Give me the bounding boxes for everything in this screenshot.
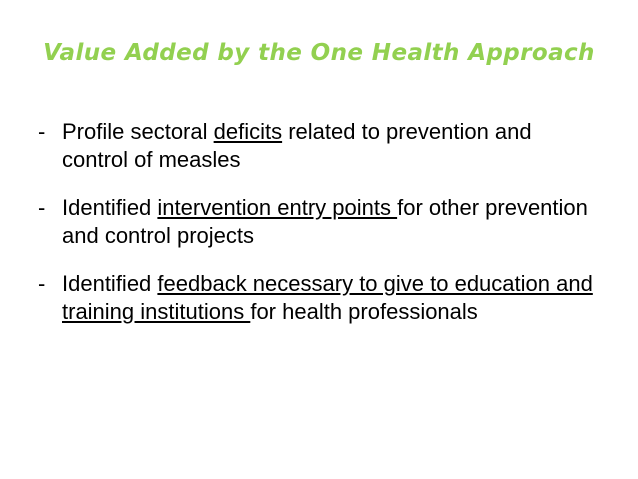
bullet-text-underlined: feedback necessary to give to education and training institutions [62,271,593,324]
bullet-text: for other prevention and control projects [62,195,588,248]
bullet-text: Identified [62,195,158,220]
bullet-list [38,118,598,326]
bullet-item [38,118,598,174]
bullet-text-underlined: deficits [213,119,283,144]
bullet-text: for health professionals [250,299,478,324]
bullet-item [38,270,598,326]
bullet-text: Identified [62,271,158,296]
bullet-marker: - [38,271,46,296]
bullet-item [38,194,598,250]
bullet-text-underlined: intervention entry points [157,195,398,220]
bullet-marker: - [38,119,46,144]
bullet-text: Profile sectoral [62,119,214,144]
slide-title: Value Added by the One Health Approach [43,40,595,66]
bullet-marker: - [38,195,46,220]
bullet-text: related to prevention and control of measles [62,119,532,172]
